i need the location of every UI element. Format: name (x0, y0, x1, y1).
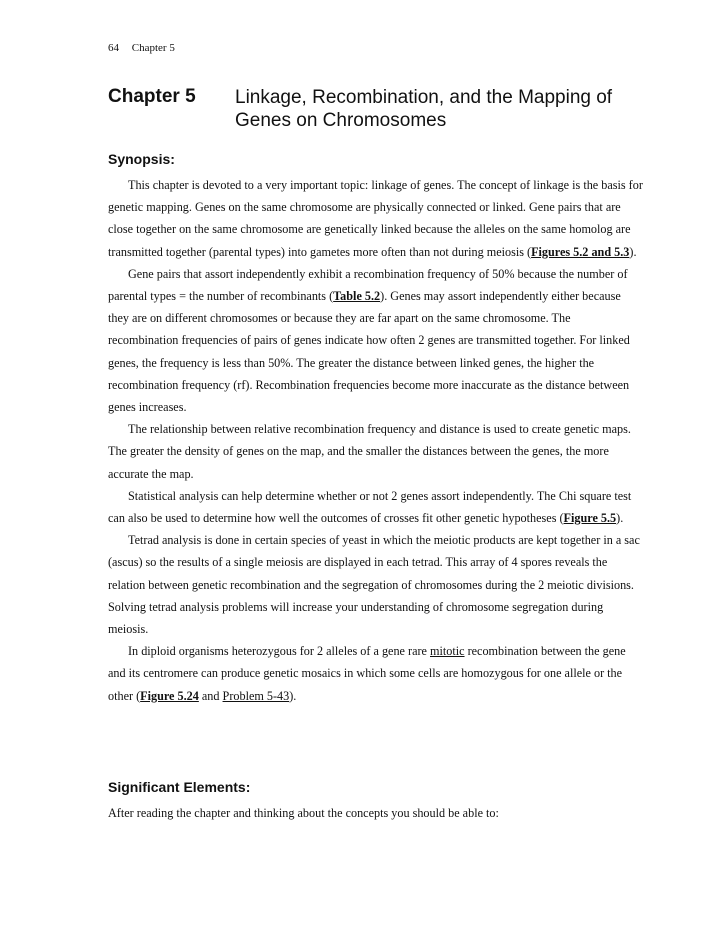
significant-elements-intro: After reading the chapter and thinking about the concepts you should be able to: (108, 806, 499, 820)
paragraph-text: ). Genes may assort independently either because they are on different chromosomes or because they are far apart on the same chromosome. The recombination frequencies of pairs of genes indicate how often 2 genes are transmitted together. For linked genes, the frequency is less than 50%. The greater the distance between linked genes, the higher the recombination frequency (rf). Recombination frequencies become more inaccurate as the distance between genes increases. (108, 289, 630, 415)
paragraph-text: ). (629, 244, 637, 259)
synopsis-paragraph-6 (108, 640, 643, 707)
paragraph-text: ). (616, 511, 624, 526)
figure-reference-link[interactable]: Figure 5.24 (140, 688, 199, 703)
running-head (108, 42, 185, 54)
synopsis-heading: Synopsis: (108, 151, 175, 167)
paragraph-text: ). (289, 688, 297, 703)
problem-reference-link[interactable]: Problem 5-43 (222, 688, 290, 703)
chapter-label: Chapter 5 (108, 86, 196, 107)
running-head-chapter: Chapter 5 (131, 42, 175, 54)
synopsis-paragraph-5: Tetrad analysis is done in certain species of yeast in which the meiotic products are kept together in a sac (ascus) so the results of a single meiosis are displayed in each tetrad. This array of 4 spores reveals the relation between genetic recombination and the segregation of chromosomes during the 2 meiotic divisions. Solving tetrad analysis problems will increase your understanding of chromosome segregation during meiosis. (108, 533, 640, 637)
chapter-title: Linkage, Recombination, and the Mapping of Genes on Chromosomes (235, 87, 613, 131)
paragraph-text: In diploid organisms heterozygous for 2 alleles of a gene rare (128, 644, 430, 659)
figure-reference-link[interactable]: Figures 5.2 and 5.3 (531, 244, 630, 259)
table-reference-link[interactable]: Table 5.2 (333, 289, 381, 304)
paragraph-text: and (198, 688, 223, 703)
synopsis-paragraph-3: The relationship between relative recombination frequency and distance is used to create genetic maps. The greater the density of genes on the map, and the smaller the distances between the genes, the more accurate the map. (108, 422, 631, 481)
synopsis-paragraph-1 (108, 174, 643, 263)
significant-elements-heading: Significant Elements: (108, 779, 251, 795)
synopsis-paragraph-4 (108, 485, 643, 529)
paragraph-text: Statistical analysis can help determine whether or not 2 genes assort independently. The Chi square test can also be used to determine how well the outcomes of crosses fit other genetic hypotheses ( (108, 488, 632, 526)
synopsis-paragraph-2 (108, 263, 643, 418)
synopsis-body (108, 174, 643, 707)
figure-reference-link[interactable]: Figure 5.5 (563, 511, 617, 526)
paragraph-text: recombination between the gene and its centromere can produce genetic mosaics in which some cells are homozygous for one allele or the other ( (108, 644, 626, 703)
page-number: 64 (108, 42, 119, 54)
paragraph-text: This chapter is devoted to a very important topic: linkage of genes. The concept of linkage is the basis for genetic mapping. Genes on the same chromosome are physically connected or linked. Gene pairs that are close together on the same chromosome are genetically linked because the alleles on the same homolog are transmitted together (parental types) into gametes more often than not during meiosis ( (108, 178, 643, 259)
emphasized-term: mitotic (430, 644, 465, 659)
paragraph-text: Gene pairs that assort independently exhibit a recombination frequency of 50% because the number of parental types = the number of recombinants ( (108, 266, 628, 304)
